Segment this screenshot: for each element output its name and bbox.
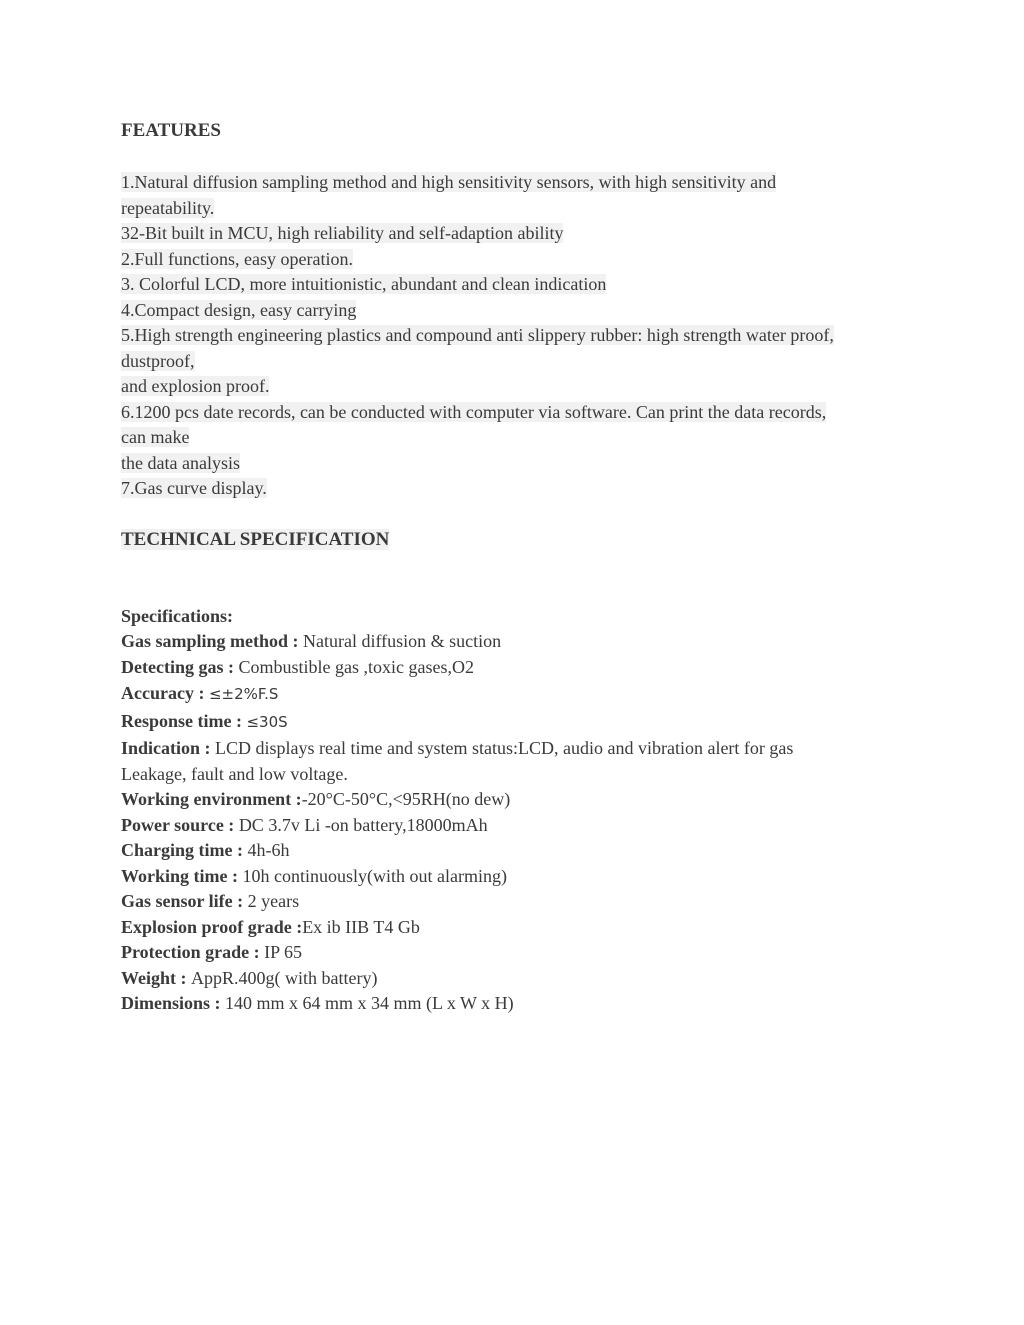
feature-line: 5.High strength engineering plastics and compound anti slippery rubber: high strength water proof, — [121, 325, 834, 345]
features-heading: FEATURES — [121, 120, 221, 141]
spec-row-accuracy: Accuracy : ≤±2%F.S — [121, 683, 279, 703]
technical-spec-section — [121, 527, 901, 552]
spec-row-working-environment: Working environment :-20°C-50°C,<95RH(no dew) — [121, 789, 511, 809]
spec-row-explosion-proof-grade: Explosion proof grade :Ex ib IIB T4 Gb — [121, 916, 420, 937]
spec-row-response-time: Response time : ≤30S — [121, 711, 288, 731]
feature-line: 3. Colorful LCD, more intuitionistic, abundant and clean indication — [121, 274, 607, 294]
spec-row-charging-time: Charging time : 4h-6h — [121, 840, 290, 860]
spec-row-protection-grade: Protection grade : IP 65 — [121, 942, 302, 962]
feature-line: and explosion proof. — [121, 376, 270, 396]
specifications-block — [121, 604, 901, 1017]
feature-line: 7.Gas curve display. — [121, 478, 267, 498]
feature-line: 6.1200 pcs date records, can be conducted with computer via software. Can print the data records, — [121, 401, 827, 422]
spec-row-working-time: Working time : 10h continuously(with out alarming) — [121, 865, 507, 886]
feature-line: 4.Compact design, easy carrying — [121, 299, 357, 320]
spec-row-power-source: Power source : DC 3.7v Li -on battery,18000mAh — [121, 814, 488, 835]
feature-line: can make — [121, 427, 190, 447]
feature-line: repeatability. — [121, 197, 215, 218]
document-page — [121, 118, 901, 1017]
feature-line: dustproof, — [121, 350, 195, 371]
feature-line: 32-Bit built in MCU, high reliability and self-adaption ability — [121, 223, 564, 243]
spec-row-weight: Weight : AppR.400g( with battery) — [121, 967, 378, 988]
spec-row-gas-sensor-life: Gas sensor life : 2 years — [121, 891, 300, 911]
technical-spec-heading: TECHNICAL SPECIFICATION — [121, 528, 390, 550]
spec-row-gas-sampling-method: Gas sampling method : Natural diffusion & suction — [121, 631, 502, 651]
feature-line: the data analysis — [121, 452, 240, 473]
features-list — [121, 170, 901, 502]
specifications-title: Specifications: — [121, 605, 233, 626]
feature-line: 1.Natural diffusion sampling method and high sensitivity sensors, with high sensitivity and — [121, 172, 777, 192]
spec-row-dimensions: Dimensions : 140 mm x 64 mm x 34 mm (L x W x H) — [121, 993, 514, 1013]
spec-row-indication: Indication : LCD displays real time and system status:LCD, audio and vibration alert for gas — [121, 738, 794, 758]
spec-row-indication-continued: Leakage, fault and low voltage. — [121, 763, 348, 784]
feature-line: 2.Full functions, easy operation. — [121, 248, 353, 269]
spec-row-detecting-gas: Detecting gas : Combustible gas ,toxic gases,O2 — [121, 656, 474, 677]
